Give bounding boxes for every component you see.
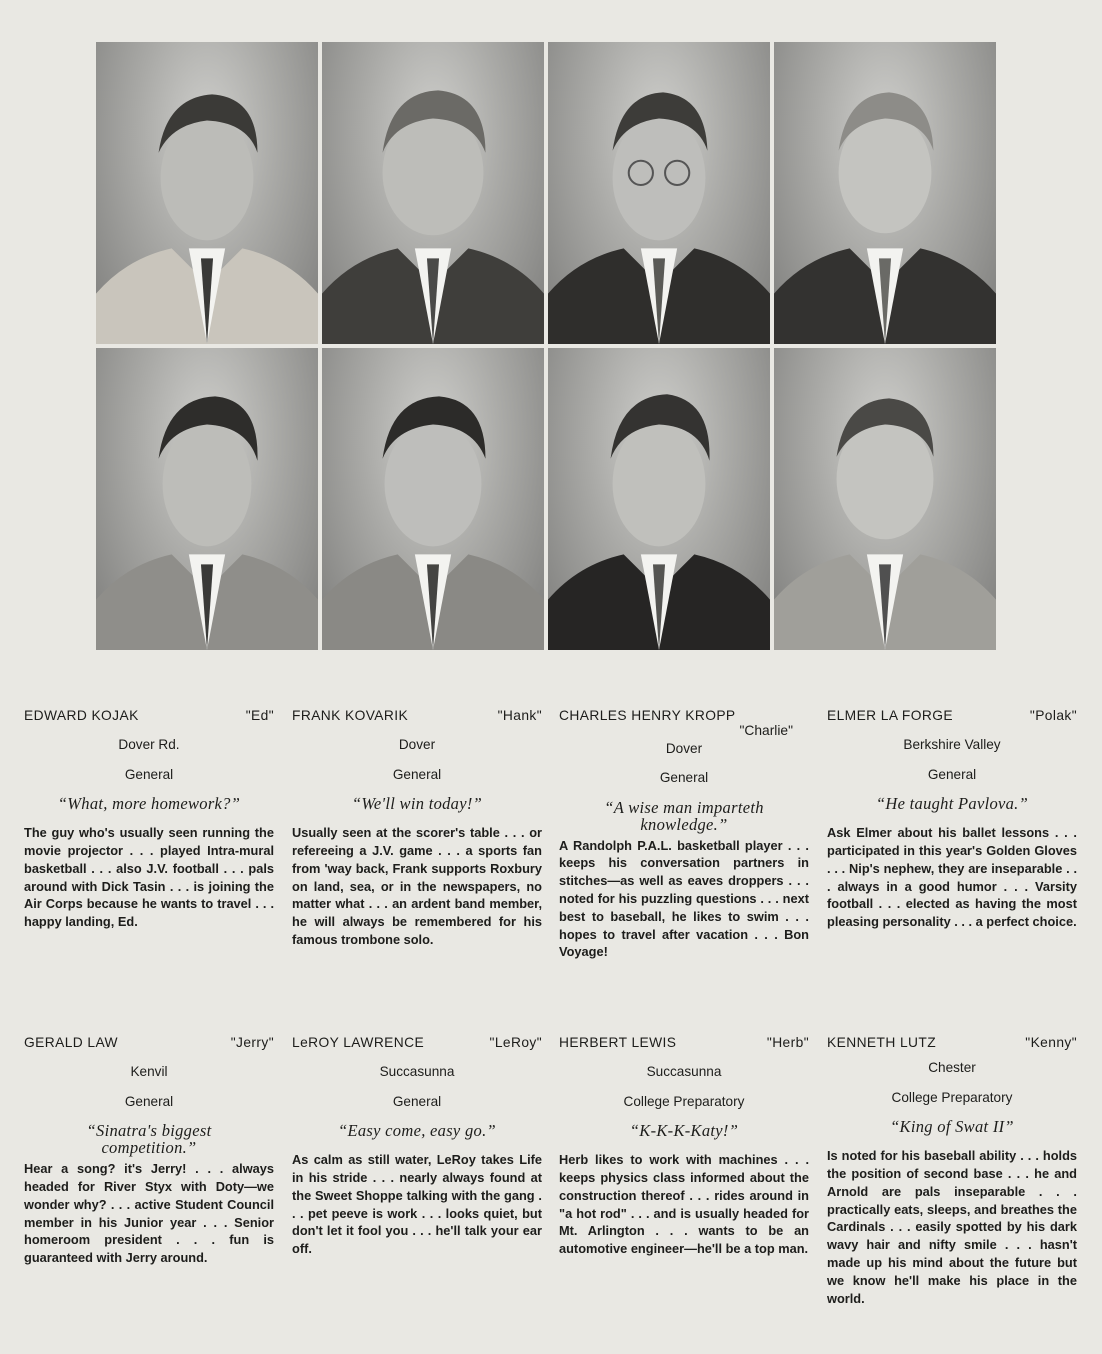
student-bio: Ask Elmer about his ballet lessons . . . participated in this year's Golden Gloves . . . Nip's nephew, they are inseparable . . . always in a good humor . . . Varsity football . . . elected as having the most pleasing personality . . . a perfect choice. — [827, 825, 1077, 930]
portrait-leroy-lawrence — [322, 348, 544, 650]
student-town: Chester — [928, 1060, 976, 1076]
bio-leroy-lawrence — [292, 1034, 542, 1258]
student-bio: Hear a song? it's Jerry! . . . always headed for River Styx with Doty—we wonder why? . . . active Student Council member in his Junior year . . . Senior homeroom president . . . fun is guaranteed with Jerry around. — [24, 1161, 274, 1266]
student-quote: “A wise man imparteth knowledge.” — [604, 797, 764, 834]
student-town: Dover — [398, 737, 436, 753]
student-nickname: "LeRoy" — [489, 1035, 542, 1050]
student-course: General — [392, 1093, 442, 1109]
student-nickname: "Jerry" — [230, 1035, 274, 1050]
portrait-grid — [96, 42, 996, 650]
bio-gerald-law — [24, 1034, 274, 1267]
student-bio: Is noted for his baseball ability . . . holds the position of second base . . . he and Arnold are pals inseparable . . . practically eats, sleeps, and breathes the Cardinals . . . easily spotted by his dark wavy hair and nifty smile . . . hasn't made up his mind about the future but we know he'll make his place in the world. — [827, 1148, 1077, 1306]
student-bio: Usually seen at the scorer's table . . . or refereeing a J.V. game . . . a sports fan from 'way back, Frank supports Roxbury on land, sea, or in the newspapers, no matter what . . . an ardent band member, he will always be remembered for his famous trombone solo. — [292, 825, 542, 947]
bio-kenneth-lutz — [827, 1034, 1077, 1307]
student-quote: “Easy come, easy go.” — [338, 1121, 496, 1141]
student-quote: “He taught Pavlova.” — [875, 794, 1029, 814]
student-town: Kenvil — [130, 1064, 168, 1080]
student-nickname: "Polak" — [1029, 708, 1077, 723]
student-town: Dover Rd. — [118, 737, 180, 753]
portrait-kenneth-lutz — [774, 348, 996, 650]
portrait-charles-henry-kropp — [548, 42, 770, 344]
student-quote: “What, more homework?” — [57, 794, 241, 814]
student-course: General — [659, 770, 709, 786]
student-quote: “We'll win today!” — [351, 794, 483, 814]
student-town: Berkshire Valley — [903, 737, 1001, 753]
portrait-elmer-la-forge — [774, 42, 996, 344]
student-course: General — [927, 766, 977, 782]
student-bio: A Randolph P.A.L. basketball player . . . keeps his conversation partners in stitches—as well as eaves droppers . . . noted for his puzzling questions . . . next best to baseball, he likes to swim . . . hopes to travel after vacation . . . Bon Voyage! — [559, 837, 809, 960]
student-name: ELMER LA FORGE — [827, 708, 953, 723]
bio-edward-kojak — [24, 707, 274, 931]
student-name: KENNETH LUTZ — [827, 1035, 937, 1050]
student-nickname: "Ed" — [245, 708, 274, 723]
portrait-edward-kojak — [96, 42, 318, 344]
student-name: LeROY LAWRENCE — [292, 1035, 425, 1050]
student-name: FRANK KOVARIK — [292, 708, 409, 723]
student-name: EDWARD KOJAK — [24, 708, 139, 723]
bio-frank-kovarik — [292, 707, 542, 949]
student-quote: “K-K-K-Katy!” — [629, 1121, 739, 1141]
bio-charles-henry-kropp — [559, 707, 809, 961]
student-quote: “King of Swat II” — [890, 1117, 1014, 1137]
student-town: Succasunna — [379, 1064, 455, 1080]
student-nickname: "Kenny" — [1025, 1035, 1077, 1050]
portrait-gerald-law — [96, 348, 318, 650]
bio-elmer-la-forge — [827, 707, 1077, 931]
student-bio: As calm as still water, LeRoy takes Life in his stride . . . nearly always found at the Sweet Shoppe talking with the gang . . . pet peeve is work . . . looks quiet, but don't let it fool you . . . he'll talk your ear off. — [292, 1152, 542, 1257]
student-nickname: "Hank" — [497, 708, 542, 723]
student-bio: Herb likes to work with machines . . . keeps physics class informed about the construction thereof . . . rides around in "a hot rod" . . . and is usually headed for Mt. Arlington . . . wants to be an automotive engineer—he'll be a top man. — [559, 1152, 809, 1257]
student-course: General — [124, 766, 174, 782]
student-quote: “Sinatra's biggest competition.” — [86, 1121, 212, 1158]
student-town: Succasunna — [646, 1064, 722, 1080]
student-name: HERBERT LEWIS — [559, 1035, 677, 1050]
portrait-frank-kovarik — [322, 42, 544, 344]
portrait-herbert-lewis — [548, 348, 770, 650]
bio-herbert-lewis — [559, 1034, 809, 1258]
student-nickname: "Charlie" — [739, 723, 793, 739]
student-course: College Preparatory — [891, 1089, 1013, 1105]
student-course: College Preparatory — [623, 1093, 745, 1109]
student-name: GERALD LAW — [24, 1035, 118, 1050]
student-town: Dover — [665, 740, 703, 756]
student-name: CHARLES HENRY KROPP — [559, 708, 736, 723]
student-bio: The guy who's usually seen running the movie projector . . . played Intra-mural basketball . . . also J.V. football . . . pals around with Dick Tasin . . . is joining the Air Corps because he wants to travel . . . happy landing, Ed. — [24, 825, 274, 930]
student-course: General — [392, 766, 442, 782]
student-course: General — [124, 1093, 174, 1109]
student-nickname: "Herb" — [766, 1035, 809, 1050]
